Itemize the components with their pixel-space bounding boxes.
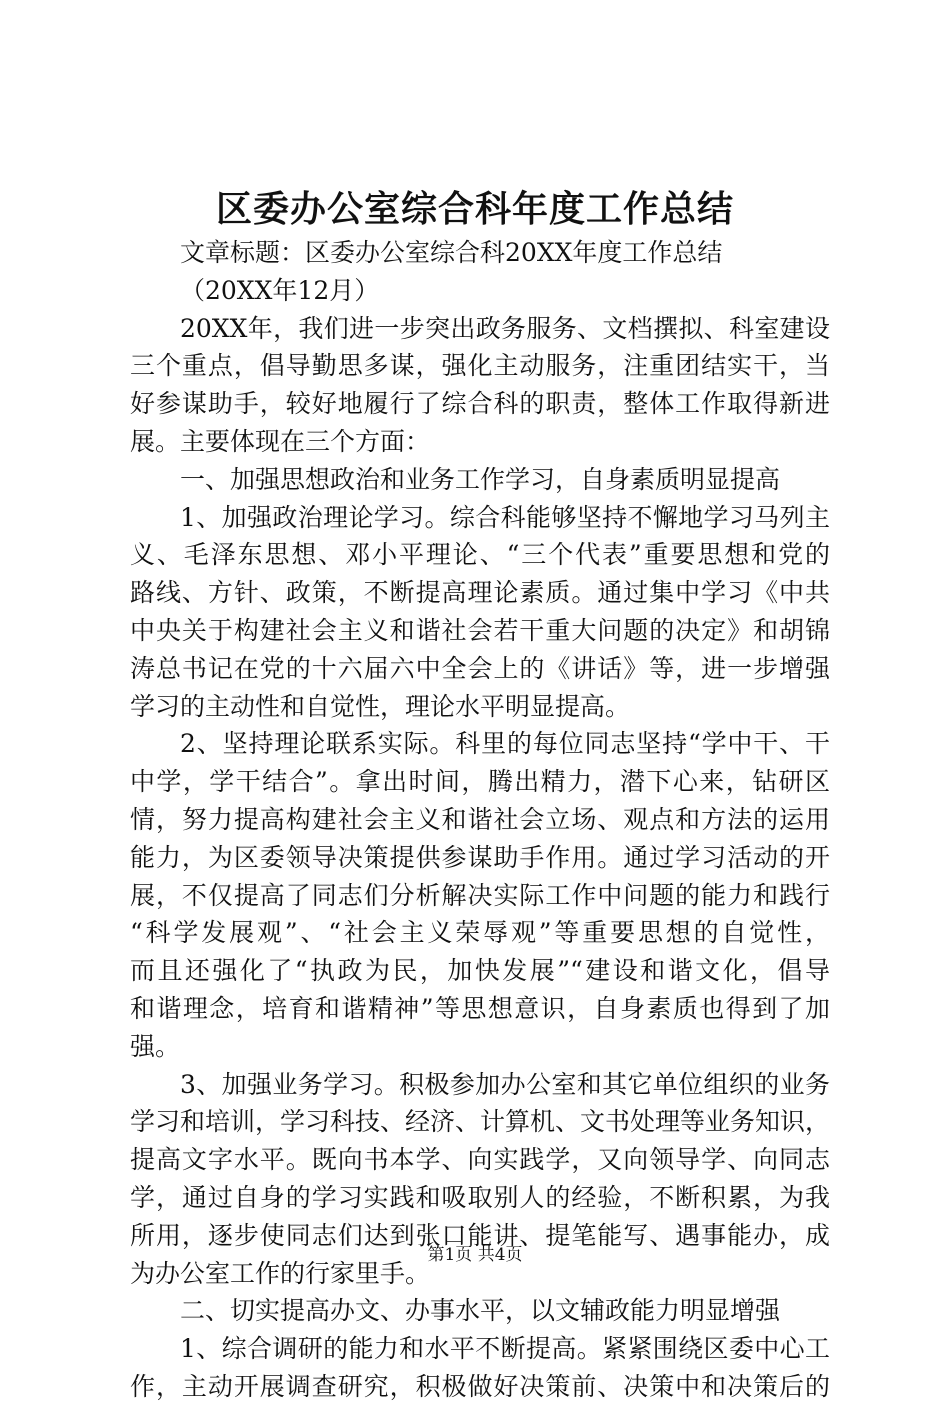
document-body <box>130 234 830 1406</box>
text-line: 一、加强思想政治和业务工作学习，自身素质明显提高 <box>180 464 781 494</box>
text-line: 好参谋助手，较好地履行了综合科的职责，整体工作取得新进 <box>130 389 830 419</box>
text-line: （20XX年12月） <box>180 275 380 305</box>
text-line: 文章标题：区委办公室综合科20XX年度工作总结 <box>180 238 723 267</box>
text-line: 展，不仅提高了同志们分析解决实际工作中问题的能力和践行 <box>130 880 830 910</box>
text-line: 涛总书记在党的十六届六中全会上的《讲话》等，进一步增强 <box>130 653 830 683</box>
text-line: 和谐理念，培育和谐精神”等思想意识，自身素质也得到了加 <box>130 993 830 1023</box>
text-line: “科学发展观”、“社会主义荣辱观”等重要思想的自觉性， <box>130 918 830 948</box>
text-line: 2、坚持理论联系实际。科里的每位同志坚持“学中干、干 <box>180 729 830 759</box>
text-line: 3、加强业务学习。积极参加办公室和其它单位组织的业务 <box>180 1069 830 1099</box>
text-line: 作，主动开展调查研究，积极做好决策前、决策中和决策后的 <box>130 1371 830 1401</box>
text-line: 而且还强化了“执政为民，加快发展”“建设和谐文化，倡导 <box>130 956 830 986</box>
text-line: 为办公室工作的行家里手。 <box>130 1258 431 1288</box>
text-line: 路线、方针、政策，不断提高理论素质。通过集中学习《中共 <box>130 578 830 608</box>
text-line: 强。 <box>130 1031 181 1061</box>
text-line: 展。主要体现在三个方面： <box>130 426 431 456</box>
page-footer: 第1页 共4页 <box>427 1245 523 1265</box>
text-line: 中学，学干结合”。拿出时间，腾出精力，潜下心来，钻研区 <box>130 767 830 797</box>
text-line: 能力，为区委领导决策提供参谋助手作用。通过学习活动的开 <box>130 842 830 872</box>
text-line: 三个重点，倡导勤思多谋，强化主动服务，注重团结实干，当 <box>130 351 830 381</box>
text-line: 1、综合调研的能力和水平不断提高。紧紧围绕区委中心工 <box>180 1334 830 1364</box>
text-line: 中央关于构建社会主义和谐社会若干重大问题的决定》和胡锦 <box>130 615 830 645</box>
text-line: 学，通过自身的学习实践和吸取别人的经验，不断积累，为我 <box>130 1182 830 1212</box>
text-line: 学习和培训，学习科技、经济、计算机、文书处理等业务知识， <box>130 1107 831 1137</box>
text-line: 提高文字水平。既向书本学、向实践学，又向领导学、向同志 <box>130 1145 830 1175</box>
text-line: 义、毛泽东思想、邓小平理论、“三个代表”重要思想和党的 <box>130 540 830 570</box>
text-line: 二、切实提高办文、办事水平，以文辅政能力明显增强 <box>180 1296 781 1326</box>
document-title: 区委办公室综合科年度工作总结 <box>215 189 734 230</box>
text-line: 1、加强政治理论学习。综合科能够坚持不懈地学习马列主 <box>180 502 830 532</box>
text-line: 所用，逐步使同志们达到张口能讲、提笔能写、遇事能办，成 <box>130 1220 830 1250</box>
text-line: 20XX年，我们进一步突出政务服务、文档撰拟、科室建设 <box>180 313 830 343</box>
text-line: 学习的主动性和自觉性，理论水平明显提高。 <box>130 691 631 721</box>
text-line: 情，努力提高构建社会主义和谐社会立场、观点和方法的运用 <box>130 804 830 834</box>
